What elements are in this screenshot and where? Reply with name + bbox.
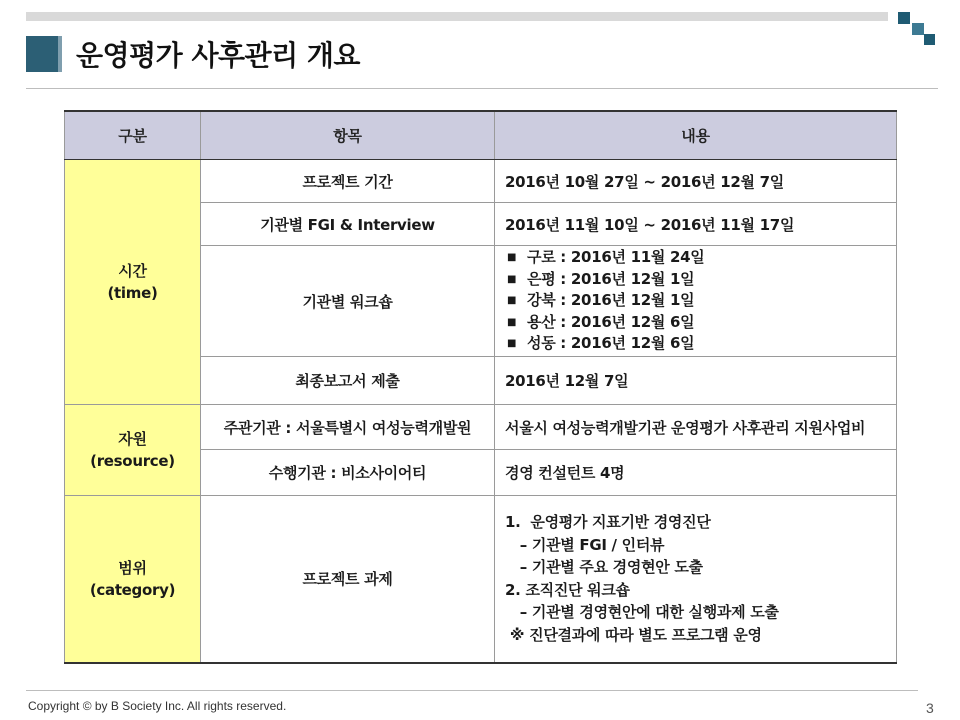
category-label: 시간 — [118, 262, 147, 280]
scope-line: 2. 조직진단 워크숍 — [505, 580, 630, 599]
header-content: 내용 — [495, 111, 897, 160]
header-item: 항목 — [201, 111, 495, 160]
category-cell-resource — [65, 405, 201, 496]
bullet-square-icon: ■ — [507, 273, 517, 285]
category-label: 범위 — [118, 558, 147, 577]
list-item — [507, 333, 886, 355]
title-divider — [26, 88, 938, 89]
table-header-row — [65, 111, 897, 160]
scope-line: – 기관별 경영현안에 대한 실행과제 도출 — [505, 603, 779, 622]
bullet-square-icon: ■ — [507, 316, 517, 328]
item-cell: 기관별 워크숍 — [201, 246, 495, 357]
scope-line: 1. 운영평가 지표기반 경영진단 — [505, 512, 711, 531]
corner-logo-icon — [896, 10, 938, 52]
title-square-icon — [26, 36, 62, 72]
workshop-bullet-list — [505, 247, 886, 355]
content-cell: 서울시 여성능력개발기관 운영평가 사후관리 지원사업비 — [495, 405, 897, 450]
content-cell: 2016년 10월 27일 ~ 2016년 12월 7일 — [495, 160, 897, 203]
scope-line: – 기관별 주요 경영현안 도출 — [505, 558, 703, 577]
page-title: 운영평가 사후관리 개요 — [76, 39, 360, 72]
category-cell-scope — [65, 496, 201, 663]
item-cell: 최종보고서 제출 — [201, 357, 495, 405]
header-category: 구분 — [65, 111, 201, 160]
item-cell: 수행기관 : 비소사이어티 — [201, 450, 495, 496]
category-cell-time — [65, 160, 201, 405]
item-cell: 프로젝트 과제 — [201, 496, 495, 663]
list-item-text: 용산 : 2016년 12월 6일 — [527, 312, 695, 331]
content-cell — [495, 496, 897, 663]
scope-line-list — [505, 511, 886, 647]
category-label: 자원 — [118, 430, 147, 448]
content-cell: 2016년 11월 10일 ~ 2016년 11월 17일 — [495, 203, 897, 246]
list-item — [507, 312, 886, 334]
bullet-square-icon: ■ — [507, 252, 517, 264]
item-cell: 기관별 FGI & Interview — [201, 203, 495, 246]
category-sublabel: (resource) — [90, 452, 175, 470]
logo-square-3 — [924, 34, 935, 45]
category-sublabel: (time) — [107, 284, 158, 302]
scope-line: ※ 진단결과에 따라 별도 프로그램 운영 — [505, 625, 762, 644]
list-item — [507, 269, 886, 291]
table-row — [65, 160, 897, 203]
content-cell — [495, 246, 897, 357]
scope-line: – 기관별 FGI / 인터뷰 — [505, 535, 665, 554]
list-item-text: 구로 : 2016년 11월 24일 — [527, 248, 705, 267]
list-item-text: 성동 : 2016년 12월 6일 — [527, 334, 695, 353]
content-cell: 2016년 12월 7일 — [495, 357, 897, 405]
list-item — [507, 247, 886, 269]
overview-table — [64, 110, 897, 664]
list-item-text: 강북 : 2016년 12월 1일 — [527, 291, 695, 310]
table-row — [65, 405, 897, 450]
logo-square-1 — [898, 12, 910, 24]
bullet-square-icon: ■ — [507, 295, 517, 307]
copyright-text: Copyright © by B Society Inc. All rights reserved. — [28, 699, 287, 713]
top-decorative-bar — [26, 12, 888, 21]
list-item — [507, 290, 886, 312]
title-area — [26, 34, 360, 74]
bullet-square-icon: ■ — [507, 338, 517, 350]
list-item-text: 은평 : 2016년 12월 1일 — [527, 269, 695, 288]
category-sublabel: (category) — [89, 580, 176, 599]
table-row — [65, 496, 897, 663]
footer-divider — [26, 690, 918, 691]
logo-square-2 — [912, 23, 924, 35]
content-cell: 경영 컨설턴트 4명 — [495, 450, 897, 496]
item-cell: 프로젝트 기간 — [201, 160, 495, 203]
page-number: 3 — [926, 700, 934, 716]
item-cell: 주관기관 : 서울특별시 여성능력개발원 — [201, 405, 495, 450]
